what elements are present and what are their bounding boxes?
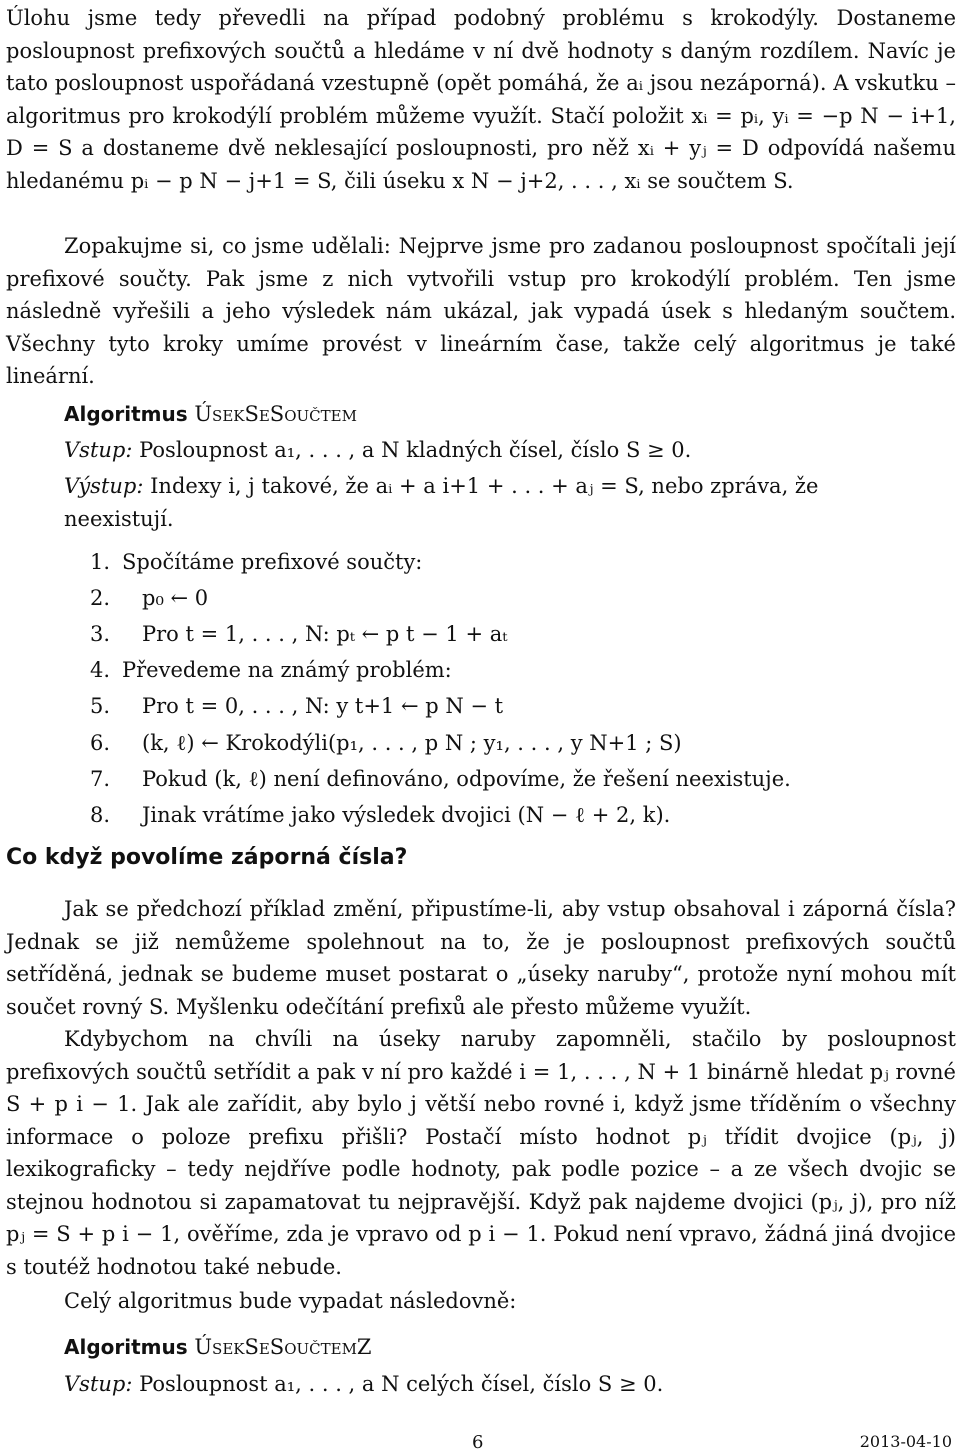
input-text: Posloupnost a₁, . . . , a N kladných čísel, číslo S ≥ 0. [139, 438, 692, 462]
step-6: 6. (k, ℓ) ← Krokodýli(p₁, . . . , p N ; y₁, . . . , y N+1 ; S) [90, 731, 682, 755]
section-heading: Co když povolíme záporná čísla? [6, 845, 408, 870]
output-text: Indexy i, j takové, že aᵢ + a i+1 + . . . + aⱼ = S, nebo zpráva, že [150, 474, 819, 498]
algorithm-1-output-cont [64, 503, 174, 535]
page-number: 6 [472, 1432, 484, 1453]
output-label: Výstup: [64, 474, 144, 498]
algorithm-2-input [64, 1368, 663, 1400]
algorithm-keyword: Algoritmus [64, 1335, 188, 1359]
input-label: Vstup: [64, 438, 133, 462]
paragraph-4 [6, 1023, 956, 1283]
algorithm-1-input [64, 434, 691, 466]
algorithm-keyword: Algoritmus [64, 402, 188, 426]
step-8: 8. Jinak vrátíme jako výsledek dvojici (N − ℓ + 2, k). [90, 803, 671, 827]
paragraph-4-text: Kdybychom na chvíli na úseky naruby zapomněli, stačilo by posloupnost prefixových součtů setřídit a pak v ní pro každé i = 1, . . . , N + 1 binárně hledat pⱼ rovné S + p i − 1. Jak ale zařídit, aby bylo j větší nebo rovné i, když jsme tříděním o všechny informace o poloze prefixu přišli? Postačí místo hodnot pⱼ třídit dvojice (pⱼ, j) lexikograficky – tedy nejdříve podle hodnoty, pak podle pozice – a ze všech dvojic se stejnou hodnotou si zapamatovat tu nejpravější. Když pak najdeme dvojici (pⱼ, j), pro níž pⱼ = S + p i − 1, ověříme, zda je vpravo od p i − 1. Pokud není vpravo, žádná jiná dvojice s toutéž hodnotou také nebude. [6, 1027, 956, 1279]
output-text-continued: neexistují. [64, 507, 174, 531]
footer-date: 2013-04-10 [859, 1432, 952, 1451]
paragraph-3 [6, 893, 956, 1023]
paragraph-1-text: Úlohu jsme tedy převedli na případ podobný problému s krokodýly. Dostaneme posloupnost prefixových součtů a hledáme v ní dvě hodnoty s daným rozdílem. Navíc je tato posloupnost uspořádaná vzestupně (opět pomáhá, že aᵢ jsou nezáporná). A vskutku – algoritmus pro krokodýlí problém můžeme využít. Stačí položit xᵢ = pᵢ, yᵢ = −p N − i+1, D = S a dostaneme dvě neklesající posloupnosti, pro něž xᵢ + yⱼ = D odpovídá našemu hledanému pᵢ − p N − j+1 = S, čili úseku x N − j+2, . . . , xᵢ se součtem S. [6, 6, 956, 193]
paragraph-5 [6, 1285, 956, 1318]
paragraph-1 [6, 2, 956, 197]
input-text: Posloupnost a₁, . . . , a N celých čísel, číslo S ≥ 0. [139, 1372, 664, 1396]
step-1: 1. Spočítáme prefixové součty: [90, 550, 423, 574]
step-3: 3. Pro t = 1, . . . , N: pₜ ← p t − 1 + aₜ [90, 622, 508, 646]
paragraph-2 [6, 230, 956, 393]
step-5: 5. Pro t = 0, . . . , N: y t+1 ← p N − t [90, 694, 504, 718]
algorithm-1-output [64, 470, 818, 502]
paragraph-2-text: Zopakujme si, co jsme udělali: Nejprve jsme pro zadanou posloupnost spočítali její prefixové součty. Pak jsme z nich vytvořili vstup pro krokodýlí problém. Ten jsme následně vyřešili a jeho výsledek nám ukázal, jak vypadá úsek s hledaným součtem. Všechny tyto kroky umíme provést v lineárním čase, takže celý algoritmus je také lineární. [6, 234, 956, 388]
algorithm-1-header [64, 398, 357, 430]
input-label: Vstup: [64, 1372, 133, 1396]
algorithm-name: ÚsekSeSoučtemZ [194, 1335, 372, 1359]
step-4: 4. Převedeme na známý problém: [90, 658, 452, 682]
paragraph-3-text: Jak se předchozí příklad změní, připustíme-li, aby vstup obsahoval i záporná čísla? Jednak se již nemůžeme spolehnout na to, že je posloupnost prefixových součtů setříděná, jednak se budeme muset postarat o „úseky naruby“, protože nyní mohou mít součet rovný S. Myšlenku odečítání prefixů ale přesto můžeme využít. [6, 897, 956, 1019]
algorithm-2-header [64, 1331, 372, 1363]
step-7: 7. Pokud (k, ℓ) není definováno, odpovíme, že řešení neexistuje. [90, 767, 791, 791]
step-2: 2. p₀ ← 0 [90, 586, 209, 610]
paragraph-5-text: Celý algoritmus bude vypadat následovně: [64, 1289, 517, 1313]
algorithm-name: ÚsekSeSoučtem [194, 402, 357, 426]
